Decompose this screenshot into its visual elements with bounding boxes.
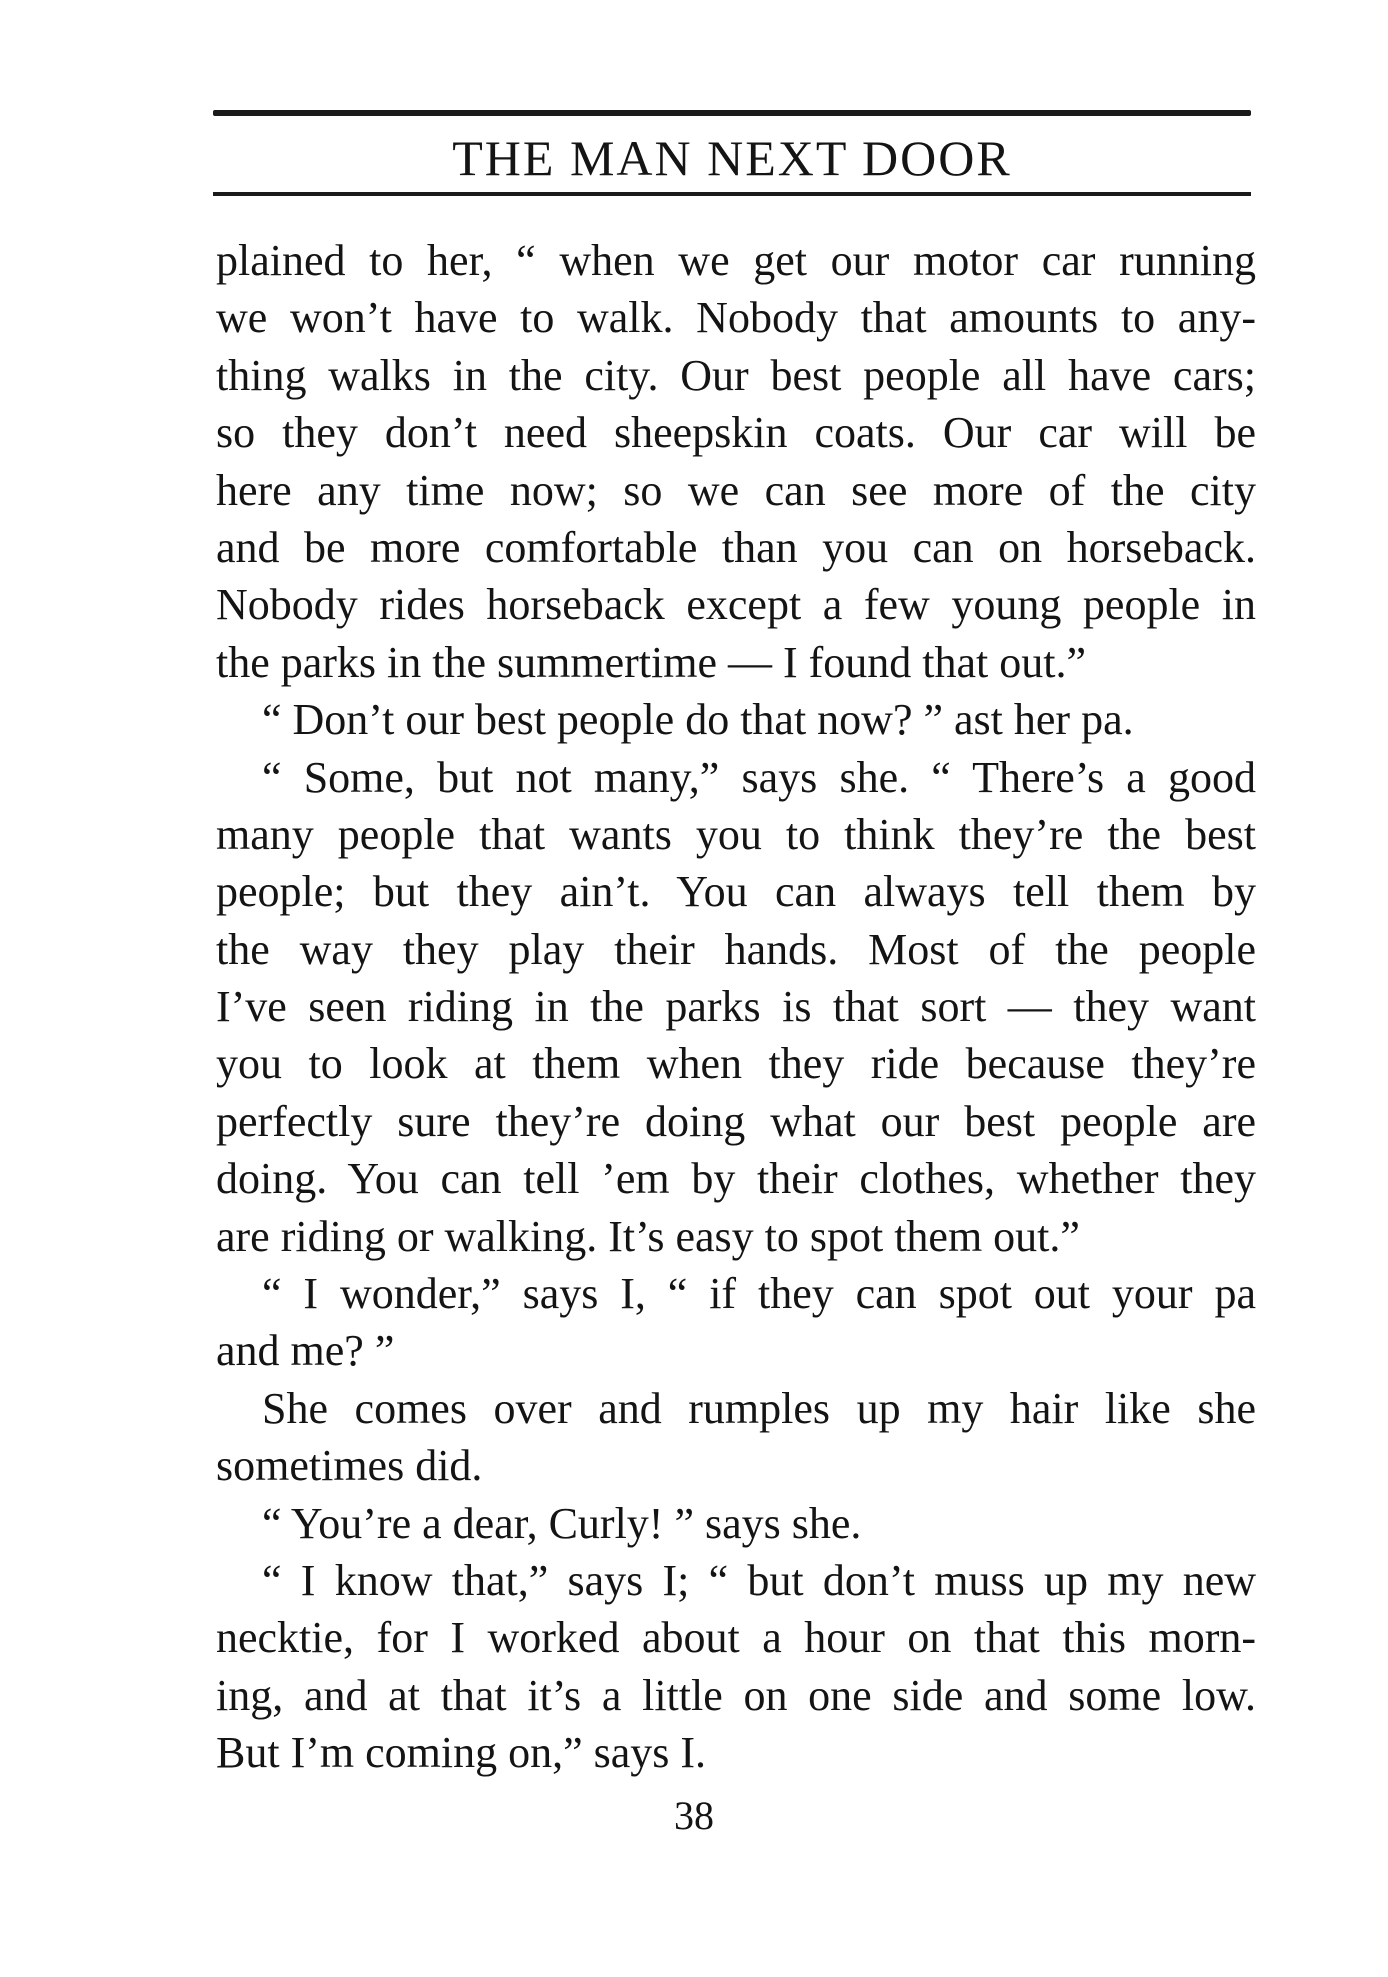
- text-line: here any time now; so we can see more of the city: [216, 465, 1256, 515]
- running-head: THE MAN NEXT DOOR: [452, 130, 1012, 186]
- text-line: you to look at them when they ride because they’re: [216, 1039, 1256, 1089]
- text-line: I’ve seen riding in the parks is that sort — they want: [216, 982, 1256, 1032]
- text-line: “ Don’t our best people do that now? ” ast her pa.: [262, 695, 1134, 745]
- text-line: sometimes did.: [216, 1441, 483, 1491]
- text-line: and be more comfortable than you can on horseback.: [216, 522, 1256, 572]
- text-line: She comes over and rumples up my hair like she: [262, 1383, 1256, 1433]
- text-line: the way they play their hands. Most of the people: [216, 924, 1256, 974]
- text-line: are riding or walking. It’s easy to spot them out.”: [216, 1211, 1080, 1261]
- page-number: 38: [674, 1793, 714, 1838]
- text-line: “ You’re a dear, Curly! ” says she.: [262, 1498, 862, 1548]
- text-line: Nobody rides horseback except a few young people in: [216, 580, 1256, 630]
- text-line: people; but they ain’t. You can always tell them by: [216, 867, 1256, 917]
- text-line: ing, and at that it’s a little on one side and some low.: [216, 1670, 1256, 1720]
- text-line: necktie, for I worked about a hour on that this morn-: [216, 1613, 1256, 1663]
- header-rule-top: [213, 110, 1251, 116]
- text-line: the parks in the summertime — I found that out.”: [216, 637, 1087, 687]
- text-line: “ I wonder,” says I, “ if they can spot out your pa: [262, 1269, 1256, 1319]
- text-line: perfectly sure they’re doing what our best people are: [216, 1096, 1256, 1146]
- body-text: [216, 232, 1256, 1782]
- text-line: and me? ”: [216, 1326, 395, 1376]
- text-line: many people that wants you to think they’re the best: [216, 809, 1256, 859]
- text-line: plained to her, “ when we get our motor car running: [216, 236, 1256, 285]
- text-line: we won’t have to walk. Nobody that amounts to any-: [216, 293, 1256, 343]
- header-rule-bottom: [213, 192, 1251, 196]
- text-line: doing. You can tell ’em by their clothes, whether they: [216, 1154, 1256, 1204]
- text-line: “ Some, but not many,” says she. “ There’s a good: [262, 752, 1256, 802]
- text-line: thing walks in the city. Our best people all have cars;: [216, 350, 1256, 400]
- text-line: so they don’t need sheepskin coats. Our car will be: [216, 408, 1256, 458]
- text-line: But I’m coming on,” says I.: [216, 1728, 707, 1778]
- text-line: “ I know that,” says I; “ but don’t muss up my new: [262, 1555, 1256, 1605]
